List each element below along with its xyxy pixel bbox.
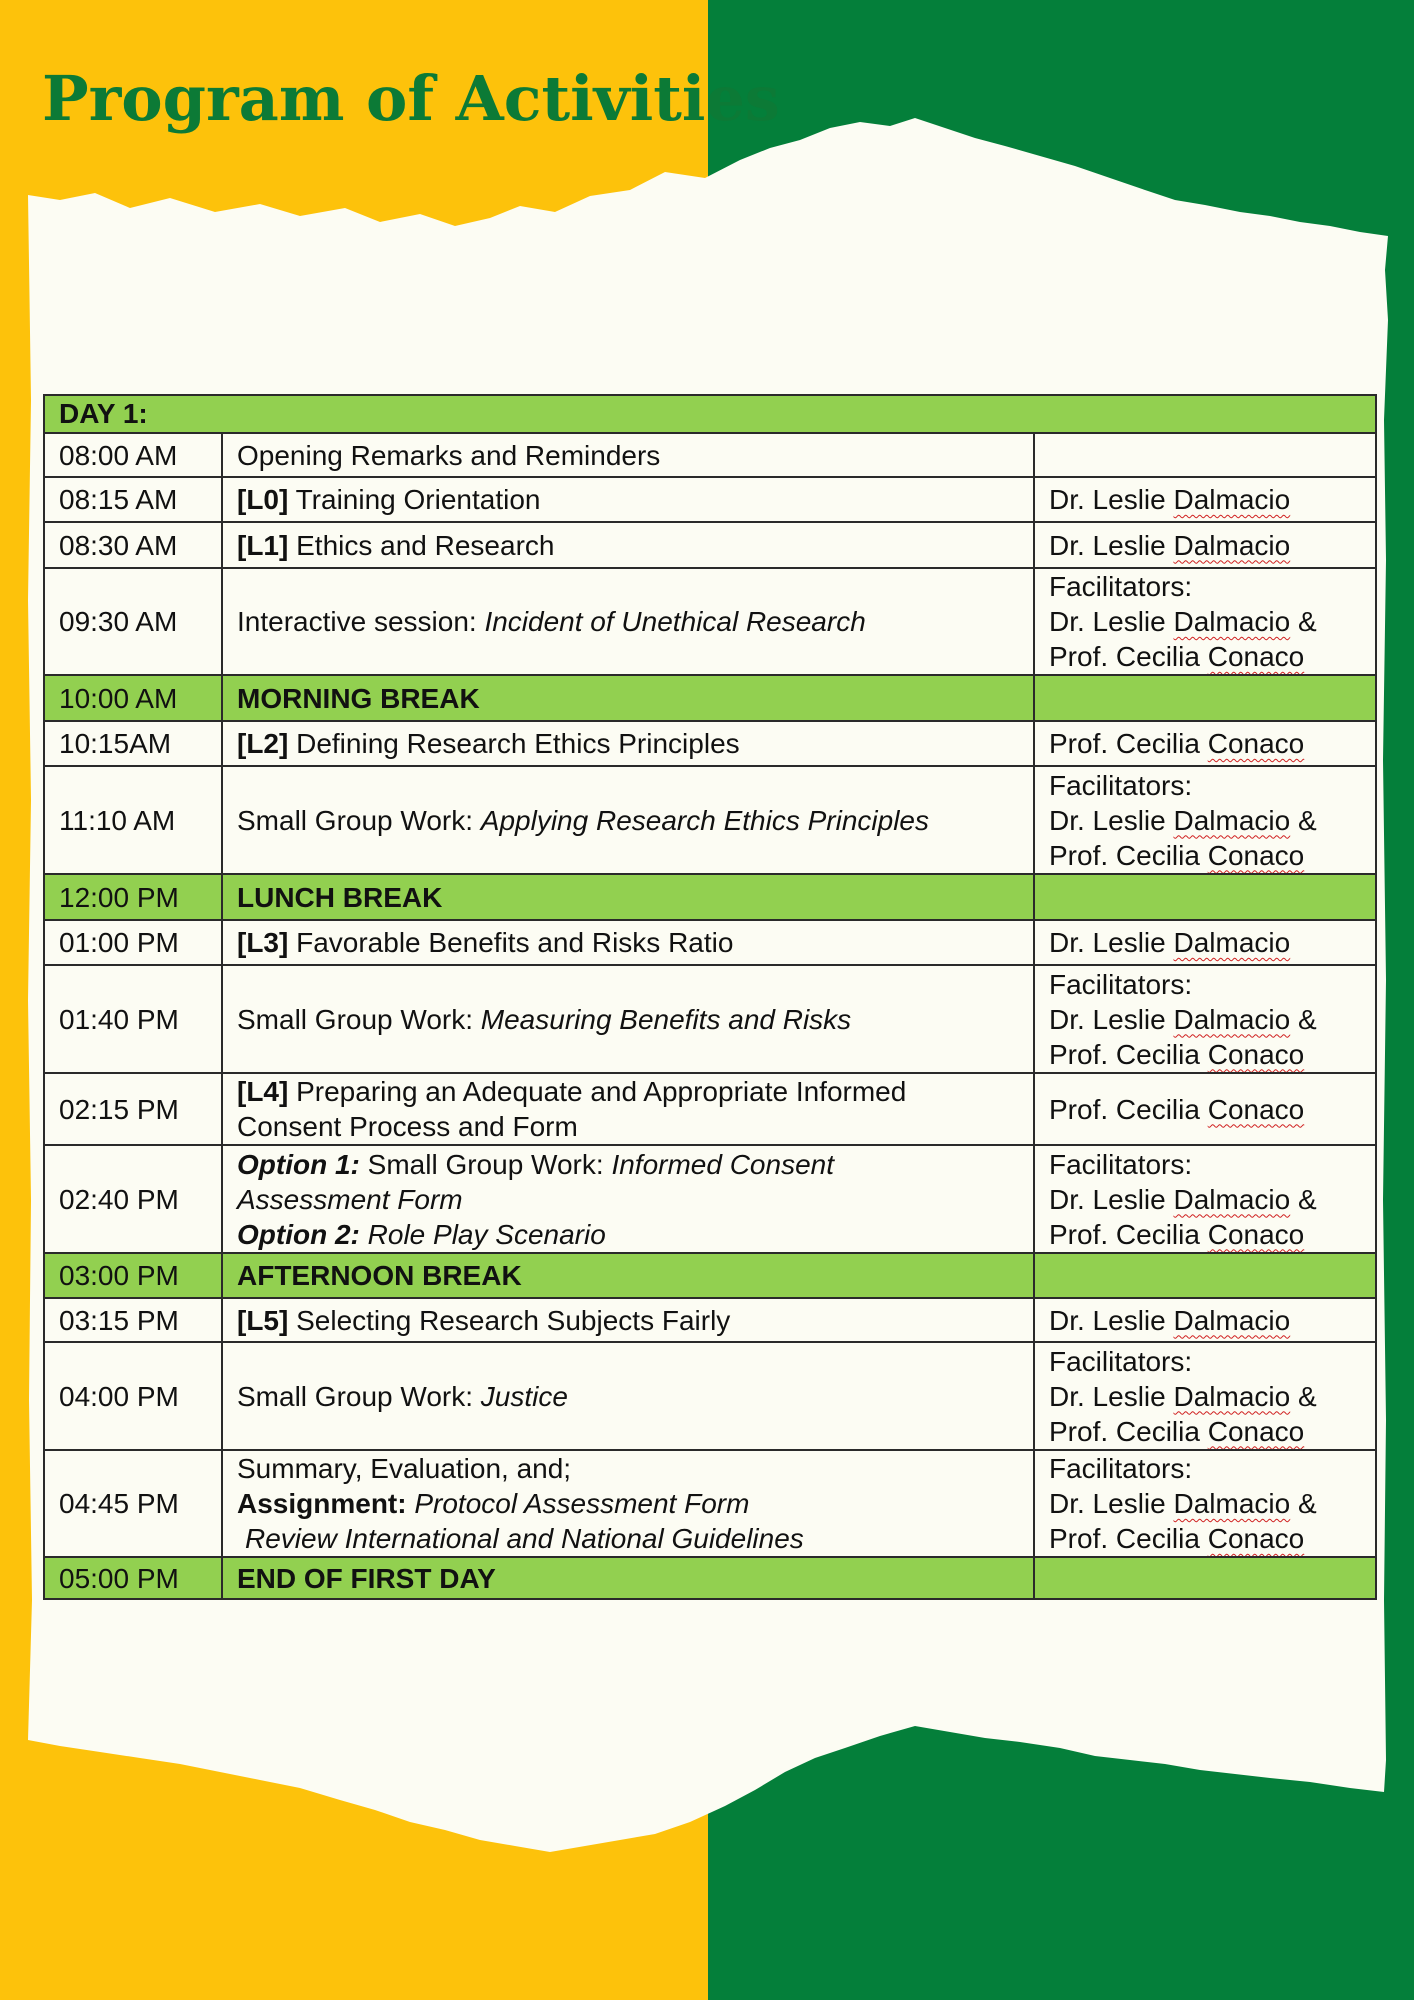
activity-text: Summary, Evaluation, and; xyxy=(237,1453,572,1484)
activity-cell xyxy=(222,965,1034,1073)
facilitators-label: Facilitators: xyxy=(1049,1345,1193,1377)
table-row xyxy=(44,1073,1376,1145)
activity-text: Defining Research Ethics Principles xyxy=(288,728,740,759)
speaker-surname: Dalmacio xyxy=(1173,529,1291,561)
table-row xyxy=(44,920,1376,965)
activity-cell xyxy=(222,920,1034,965)
facilitators-label: Facilitators: xyxy=(1049,968,1193,1000)
resource-cell xyxy=(1034,1145,1376,1253)
activity-text: Training Orientation xyxy=(288,484,541,515)
assignment-italic: Protocol Assessment Form xyxy=(406,1488,750,1519)
activity-text: Small Group Work: xyxy=(237,1003,481,1035)
time-cell: 02:40 PM xyxy=(44,1145,222,1253)
table-row xyxy=(44,1145,1376,1253)
time-cell: 01:40 PM xyxy=(44,965,222,1073)
resource-cell: Dr. Leslie Dalmacio xyxy=(1034,920,1376,965)
activity-text: Preparing an Adequate and Appropriate Informed xyxy=(288,1076,907,1107)
table-row xyxy=(44,522,1376,568)
resource-cell xyxy=(1034,522,1376,568)
table-row xyxy=(44,1450,1376,1557)
time-cell: 09:30 AM xyxy=(44,568,222,675)
schedule-table xyxy=(43,394,1377,1600)
break-row xyxy=(44,1557,1376,1599)
time-cell: 12:00 PM xyxy=(44,874,222,920)
activity-italic: Measuring Benefits and Risks xyxy=(480,1003,852,1035)
day-label: DAY 1: xyxy=(44,395,1376,433)
activity-cell xyxy=(222,721,1034,766)
table-row xyxy=(44,766,1376,874)
lecture-code: [L5] xyxy=(237,1304,289,1336)
resource-cell: Prof. Cecilia Conaco xyxy=(1034,1073,1376,1145)
facilitators-label: Facilitators: xyxy=(1049,1148,1193,1180)
speaker-prefix: Dr. Leslie xyxy=(1049,484,1174,515)
activity-cell xyxy=(222,433,1034,477)
time-cell: 03:00 PM xyxy=(44,1253,222,1298)
time-cell: 02:15 PM xyxy=(44,1073,222,1145)
facilitator-line: Dr. Leslie Dalmacio & xyxy=(1049,1380,1317,1412)
activity-cell xyxy=(222,477,1034,522)
facilitator-line: Dr. Leslie Dalmacio & xyxy=(1049,1183,1317,1215)
resource-cell xyxy=(1034,477,1376,522)
table-row xyxy=(44,965,1376,1073)
break-row xyxy=(44,874,1376,920)
time-cell: 08:15 AM xyxy=(44,477,222,522)
break-label: END OF FIRST DAY xyxy=(222,1557,1034,1599)
facilitator-line: Prof. Cecilia Conaco xyxy=(1049,1523,1305,1554)
facilitator-line: Prof. Cecilia Conaco xyxy=(1049,839,1305,871)
resource-cell xyxy=(1034,965,1376,1073)
time-cell: 01:00 PM xyxy=(44,920,222,965)
activity-cell xyxy=(222,1342,1034,1450)
option1-italic-line2: Assessment Form xyxy=(237,1183,463,1215)
break-row xyxy=(44,1253,1376,1298)
lecture-code: [L4] xyxy=(237,1076,289,1107)
activity-cell xyxy=(222,522,1034,568)
activity-cell xyxy=(222,1298,1034,1342)
table-row xyxy=(44,477,1376,522)
facilitators-label: Facilitators: xyxy=(1049,571,1193,602)
day-header-row xyxy=(44,395,1376,433)
assignment-line3: Review International and National Guidelines xyxy=(245,1523,804,1554)
time-cell: 05:00 PM xyxy=(44,1557,222,1599)
table-row xyxy=(44,1298,1376,1342)
break-label: LUNCH BREAK xyxy=(222,874,1034,920)
option2-label: Option 2: xyxy=(237,1218,360,1250)
option1-italic: Informed Consent xyxy=(611,1148,835,1180)
lecture-code: [L1] xyxy=(237,529,289,561)
activity-cell xyxy=(222,1450,1034,1557)
option2-italic: Role Play Scenario xyxy=(359,1218,606,1250)
break-label: MORNING BREAK xyxy=(222,675,1034,721)
lecture-code: [L0] xyxy=(237,484,289,515)
assignment-label: Assignment: xyxy=(237,1488,407,1519)
facilitator-line: Dr. Leslie Dalmacio & xyxy=(1049,606,1317,637)
table-row xyxy=(44,433,1376,477)
break-row xyxy=(44,675,1376,721)
resource-cell xyxy=(1034,568,1376,675)
activity-text: Ethics and Research xyxy=(288,529,555,561)
activity-italic: Justice xyxy=(480,1380,568,1412)
speaker-prefix: Dr. Leslie xyxy=(1049,529,1174,561)
time-cell: 10:00 AM xyxy=(44,675,222,721)
time-cell: 03:15 PM xyxy=(44,1298,222,1342)
facilitator-line: Dr. Leslie Dalmacio & xyxy=(1049,1003,1317,1035)
table-row xyxy=(44,568,1376,675)
facilitators-label: Facilitators: xyxy=(1049,769,1193,801)
speaker-surname: Dalmacio xyxy=(1173,484,1291,515)
activity-text: Favorable Benefits and Risks Ratio xyxy=(288,927,734,958)
resource-cell xyxy=(1034,675,1376,721)
time-cell: 08:00 AM xyxy=(44,433,222,477)
activity-cell xyxy=(222,766,1034,874)
facilitators-label: Facilitators: xyxy=(1049,1453,1193,1484)
page-title: Program of Activities xyxy=(42,62,780,135)
time-cell: 11:10 AM xyxy=(44,766,222,874)
resource-cell xyxy=(1034,874,1376,920)
activity-text-line2: Consent Process and Form xyxy=(237,1111,578,1142)
option1-text: Small Group Work: xyxy=(359,1148,612,1180)
activity-text: Interactive session: xyxy=(237,606,485,637)
facilitator-line: Prof. Cecilia Conaco xyxy=(1049,1415,1305,1447)
resource-cell xyxy=(1034,1557,1376,1599)
facilitator-line: Prof. Cecilia Conaco xyxy=(1049,1038,1305,1070)
resource-cell: Dr. Leslie Dalmacio xyxy=(1034,1298,1376,1342)
activity-italic: Applying Research Ethics Principles xyxy=(480,804,929,836)
activity-cell xyxy=(222,1145,1034,1253)
facilitator-line: Prof. Cecilia Conaco xyxy=(1049,1218,1305,1250)
activity-cell xyxy=(222,1073,1034,1145)
activity-text: Opening Remarks and Reminders xyxy=(237,439,661,471)
activity-cell xyxy=(222,568,1034,675)
option1-label: Option 1: xyxy=(237,1148,360,1180)
facilitator-line: Prof. Cecilia Conaco xyxy=(1049,641,1305,672)
time-cell: 10:15AM xyxy=(44,721,222,766)
activity-text: Small Group Work: xyxy=(237,804,481,836)
facilitator-line: Dr. Leslie Dalmacio & xyxy=(1049,804,1317,836)
resource-cell xyxy=(1034,766,1376,874)
resource-cell xyxy=(1034,1342,1376,1450)
resource-cell xyxy=(1034,433,1376,477)
lecture-code: [L3] xyxy=(237,927,289,958)
time-cell: 08:30 AM xyxy=(44,522,222,568)
time-cell: 04:00 PM xyxy=(44,1342,222,1450)
activity-italic: Incident of Unethical Research xyxy=(484,606,866,637)
resource-cell xyxy=(1034,1253,1376,1298)
break-label: AFTERNOON BREAK xyxy=(222,1253,1034,1298)
lecture-code: [L2] xyxy=(237,728,289,759)
activity-text: Selecting Research Subjects Fairly xyxy=(288,1304,731,1336)
activity-text: Small Group Work: xyxy=(237,1380,481,1412)
time-cell: 04:45 PM xyxy=(44,1450,222,1557)
resource-cell: Prof. Cecilia Conaco xyxy=(1034,721,1376,766)
resource-cell xyxy=(1034,1450,1376,1557)
facilitator-line: Dr. Leslie Dalmacio & xyxy=(1049,1488,1317,1519)
table-row xyxy=(44,1342,1376,1450)
table-row xyxy=(44,721,1376,766)
